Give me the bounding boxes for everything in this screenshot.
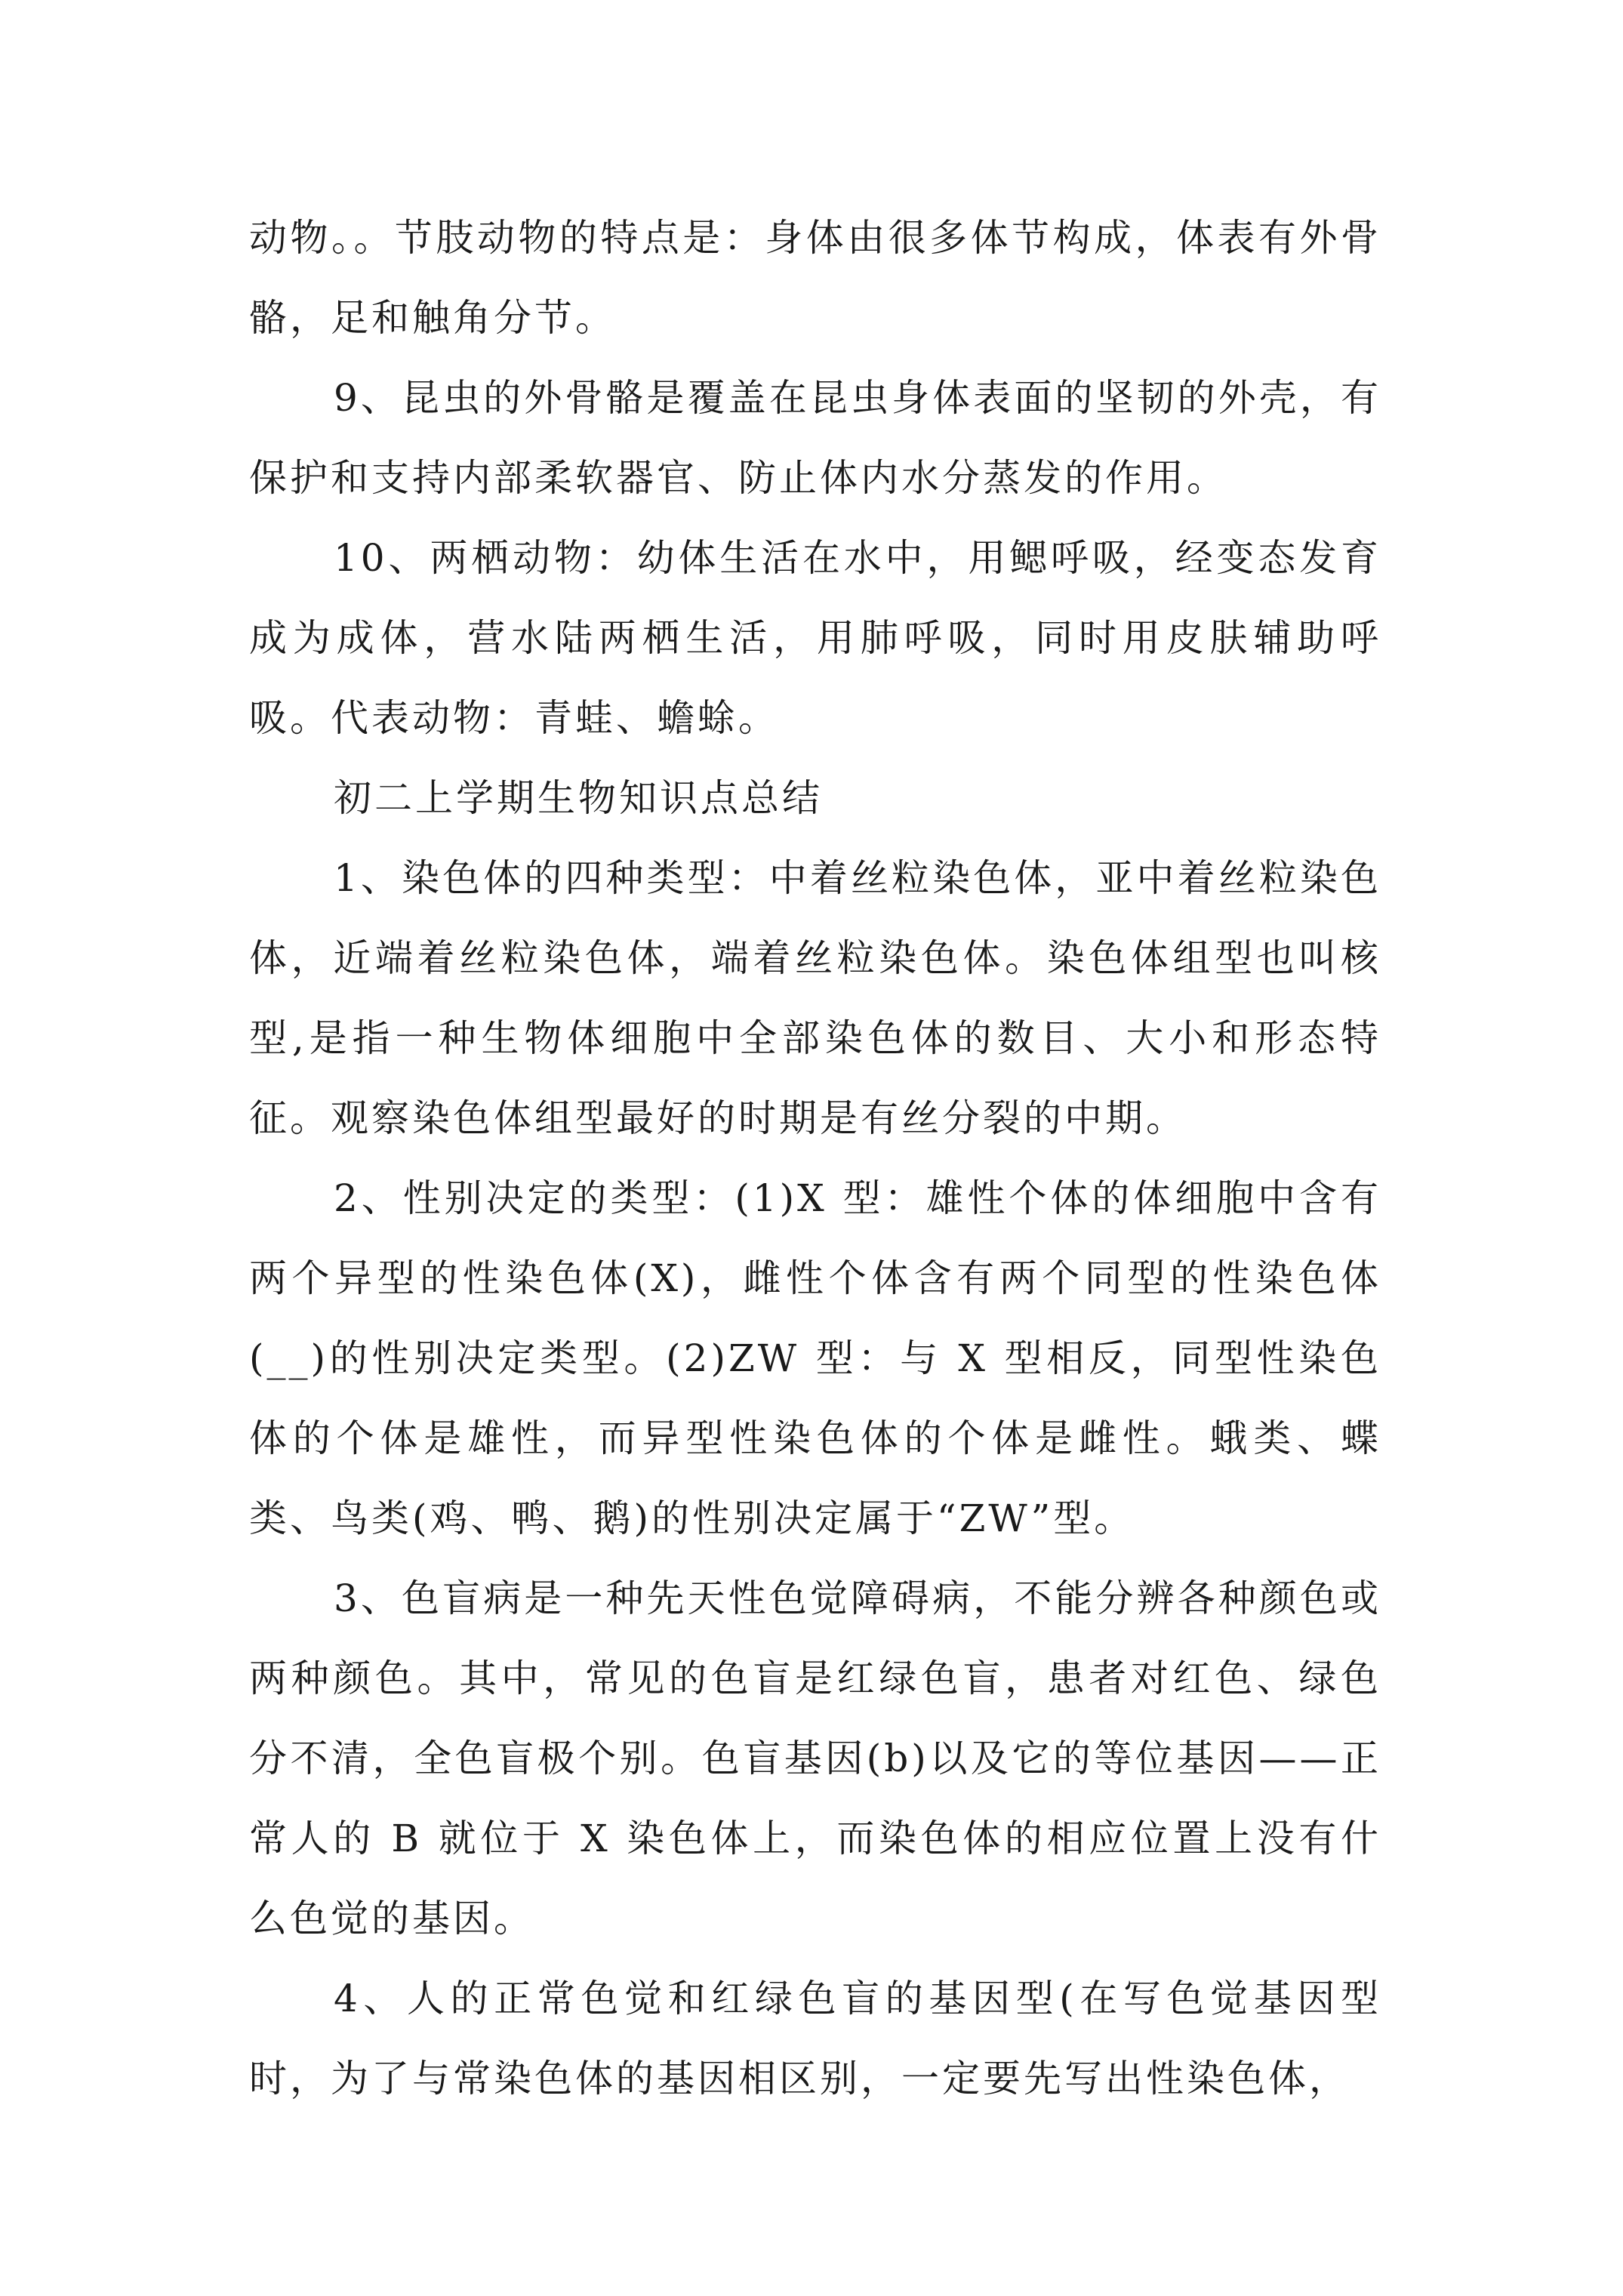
- paragraph-continuation: 动物。。节肢动物的特点是：身体由很多体节构成，体表有外骨骼，足和触角分节。: [249, 216, 1381, 340]
- paragraph-item-10: 10、两栖动物：幼体生活在水中，用鳃呼吸，经变态发育成为成体，营水陆两栖生活，用肺呼吸，同时用皮肤辅助呼吸。代表动物：青蛙、蟾蜍。: [249, 536, 1381, 740]
- section-heading: 初二上学期生物知识点总结: [334, 776, 823, 820]
- paragraph-item-9: 9、昆虫的外骨骼是覆盖在昆虫身体表面的坚韧的外壳，有保护和支持内部柔软器官、防止体内水分蒸发的作用。: [249, 376, 1381, 500]
- paragraph-item-4: 4、人的正常色觉和红绿色盲的基因型(在写色觉基因型时，为了与常染色体的基因相区别，一定要先写出性染色体，: [249, 1977, 1381, 2100]
- paragraph-item-3: 3、色盲病是一种先天性色觉障碍病，不能分辨各种颜色或两种颜色。其中，常见的色盲是红绿色盲，患者对红色、绿色分不清，全色盲极个别。色盲基因(b)以及它的等位基因——正常人的 B 就位于 X 染色体上，而染色体的相应位置上没有什么色觉的基因。: [249, 1576, 1381, 1940]
- paragraph-item-1: 1、染色体的四种类型：中着丝粒染色体，亚中着丝粒染色体，近端着丝粒染色体，端着丝粒染色体。染色体组型也叫核型,是指一种生物体细胞中全部染色体的数目、大小和形态特征。观察染色体组型最好的时期是有丝分裂的中期。: [249, 856, 1381, 1140]
- document-body: [249, 198, 1381, 2119]
- paragraph-item-2: 2、性别决定的类型：(1)X 型：雄性个体的体细胞中含有两个异型的性染色体(X)，雌性个体含有两个同型的性染色体(__)的性别决定类型。(2)ZW 型：与 X 型相反，同型性染色体的个体是雄性，而异型性染色体的个体是雌性。蛾类、蝶类、鸟类(鸡、鸭、鹅)的性别决定属于“ZW”型。: [249, 1176, 1381, 1540]
